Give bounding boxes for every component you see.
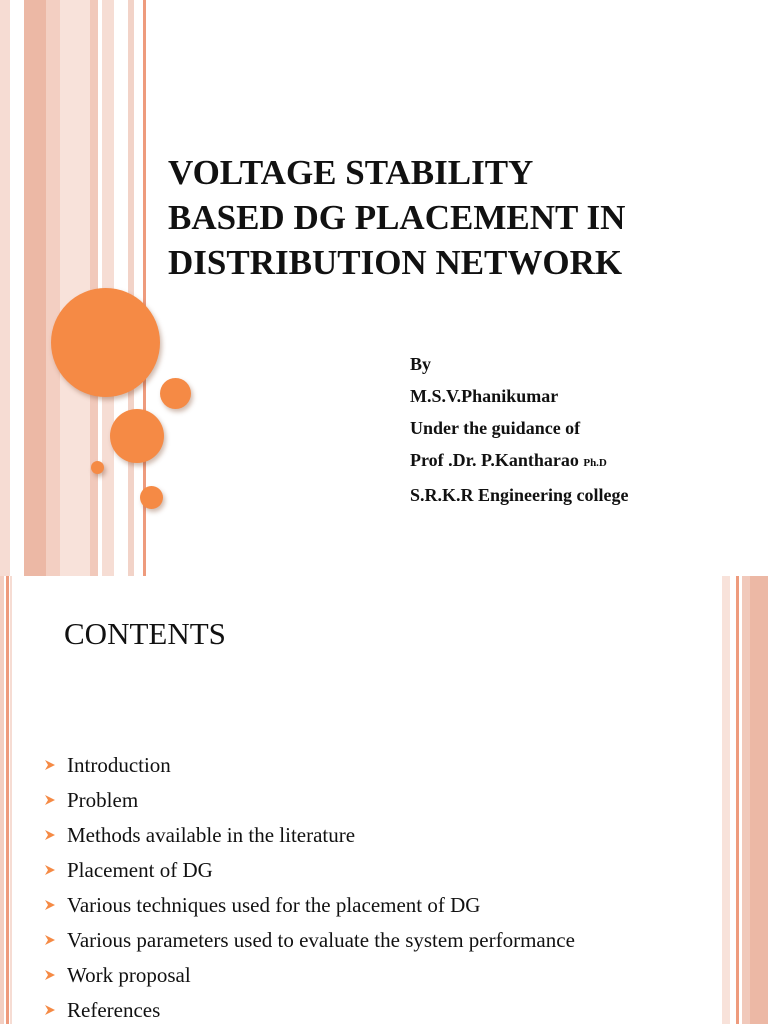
list-item (44, 923, 714, 958)
slide-title-line: VOLTAGE STABILITY (168, 153, 534, 192)
list-item (44, 783, 714, 818)
guide-name: Prof .Dr. P.Kantharao (410, 450, 579, 470)
list-item-text: Various techniques used for the placement of DG (67, 893, 481, 917)
list-item-text: Methods available in the literature (67, 823, 356, 847)
arrowhead-bullet-icon (44, 794, 56, 806)
list-item-text: Problem (67, 788, 139, 812)
list-item (44, 818, 714, 853)
decorative-circle-tiny (91, 461, 104, 474)
list-item-text: Various parameters used to evaluate the system performance (67, 928, 575, 952)
contents-slide (0, 576, 768, 1024)
decorative-stripe (24, 0, 46, 576)
list-item-text: Work proposal (67, 963, 191, 987)
contents-heading: CONTENTS (64, 616, 226, 651)
list-item (44, 853, 714, 888)
decorative-stripe (736, 576, 739, 1024)
arrowhead-bullet-icon (44, 1004, 56, 1016)
decorative-stripe (750, 576, 768, 1024)
decorative-stripe (722, 576, 730, 1024)
contents-list (44, 748, 714, 1024)
list-item-text: References (67, 998, 161, 1022)
decorative-stripe (128, 0, 134, 576)
decorative-stripe (6, 576, 9, 1024)
arrowhead-bullet-icon (44, 934, 56, 946)
decorative-stripe (46, 0, 60, 576)
arrowhead-bullet-icon (44, 759, 56, 771)
list-item (44, 888, 714, 923)
guidance-label: Under the guidance of (410, 418, 581, 438)
list-item (44, 958, 714, 993)
list-item (44, 748, 714, 783)
decorative-stripe (742, 576, 750, 1024)
list-item-text: Introduction (67, 753, 171, 777)
decorative-stripe (10, 576, 12, 1024)
slide-title-line: DISTRIBUTION NETWORK (168, 243, 623, 282)
author-name: M.S.V.Phanikumar (410, 386, 559, 406)
decorative-circle-small (160, 378, 191, 409)
byline-block (410, 348, 760, 511)
decorative-circle-large (51, 288, 160, 397)
decorative-circle-medium (110, 409, 164, 463)
slide-title (168, 150, 748, 285)
arrowhead-bullet-icon (44, 864, 56, 876)
guide-line (410, 444, 760, 479)
by-label: By (410, 354, 432, 374)
decorative-stripe (60, 0, 90, 576)
decorative-stripe (0, 0, 10, 576)
list-item (44, 993, 714, 1024)
list-item-text: Placement of DG (67, 858, 213, 882)
arrowhead-bullet-icon (44, 899, 56, 911)
arrowhead-bullet-icon (44, 969, 56, 981)
decorative-circle-small (140, 486, 163, 509)
slide-title-line: BASED DG PLACEMENT IN (168, 198, 626, 237)
institution-name: S.R.K.R Engineering college (410, 485, 629, 505)
guide-degree: Ph.D (583, 457, 607, 469)
decorative-stripe (0, 576, 4, 1024)
arrowhead-bullet-icon (44, 829, 56, 841)
